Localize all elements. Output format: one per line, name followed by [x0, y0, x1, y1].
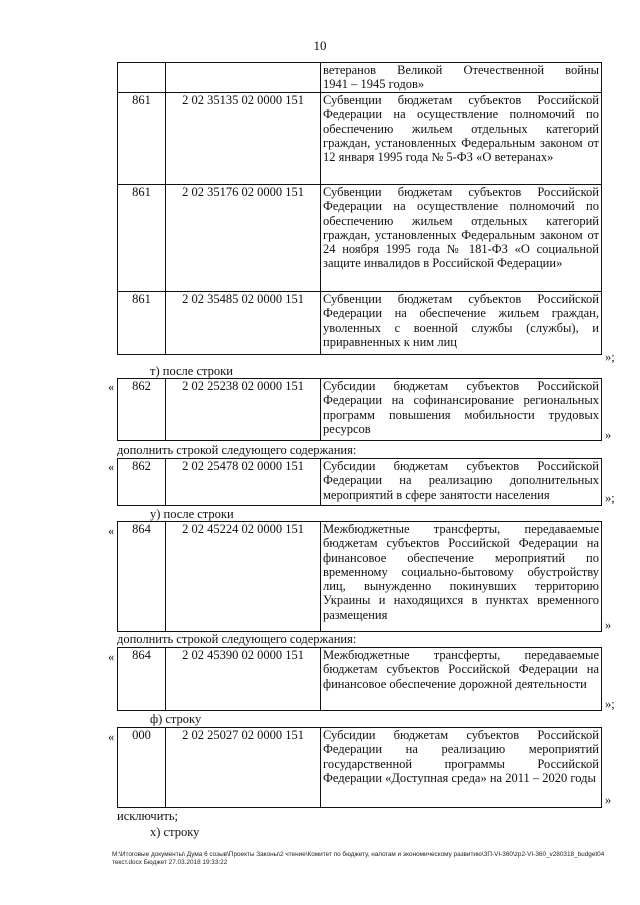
section-label-f: ф) строку	[150, 712, 202, 726]
closing-quote: »;	[605, 350, 615, 364]
admin-code: 000	[118, 728, 166, 808]
admin-code: 861	[118, 93, 166, 185]
revenue-description: Субвенции бюджетам субъектов Российской Федерации на осуществление полномочий по обеспечению жильем отдельных категорий граждан, установленных Федеральным законом от 24 ноября 1995 года № 181-ФЗ «О социальной защите инвалидов в Российской Федерации»	[321, 185, 602, 292]
kbk-code	[166, 63, 321, 93]
table-row	[118, 459, 602, 506]
revenue-description: Субсидии бюджетам субъектов Российской Федерации на софинансирование региональных программ повышения мобильности трудовых ресурсов	[321, 379, 602, 441]
budget-table-f	[117, 727, 602, 808]
kbk-code: 2 02 35135 02 0000 151	[166, 93, 321, 185]
page-number: 10	[313, 38, 327, 53]
revenue-description: Межбюджетные трансферты, передаваемые бюджетам субъектов Российской Федерации на финансовое обеспечение дорожной деятельности	[321, 648, 602, 711]
opening-quote: «	[108, 524, 115, 538]
kbk-code: 2 02 45224 02 0000 151	[166, 522, 321, 632]
table-row	[118, 728, 602, 808]
table-row	[118, 648, 602, 711]
revenue-description: Субсидии бюджетам субъектов Российской Федерации на реализацию мероприятий государственной программы Российской Федерации «Доступная среда» на 2011 – 2020 годы	[321, 728, 602, 808]
section-label-u: у) после строки	[150, 507, 234, 521]
opening-quote: «	[108, 460, 115, 474]
closing-quote: »;	[605, 491, 615, 505]
admin-code: 861	[118, 292, 166, 355]
opening-quote: «	[108, 380, 115, 394]
admin-code: 864	[118, 522, 166, 632]
table-row	[118, 292, 602, 355]
admin-code: 862	[118, 459, 166, 506]
section-label-t: т) после строки	[150, 364, 233, 378]
closing-quote: »;	[605, 697, 615, 711]
budget-table-u	[117, 521, 602, 632]
exclude-instruction: исключить;	[117, 809, 179, 823]
admin-code: 861	[118, 185, 166, 292]
revenue-description: Субвенции бюджетам субъектов Российской Федерации на осуществление полномочий по обеспечению жильем отдельных категорий граждан, установленных Федеральным законом от 12 января 1995 года № 5-ФЗ «О ветеранах»	[321, 93, 602, 185]
opening-quote: «	[108, 650, 115, 664]
kbk-code: 2 02 45390 02 0000 151	[166, 648, 321, 711]
opening-quote: «	[108, 730, 115, 744]
budget-table-continuation	[117, 62, 602, 355]
kbk-code: 2 02 25238 02 0000 151	[166, 379, 321, 441]
budget-table-add-2	[117, 647, 602, 711]
revenue-description: Субсидии бюджетам субъектов Российской Федерации на реализацию дополнительных мероприятий в сфере занятости населения	[321, 459, 602, 506]
kbk-code: 2 02 25478 02 0000 151	[166, 459, 321, 506]
table-row	[118, 379, 602, 441]
kbk-code: 2 02 35485 02 0000 151	[166, 292, 321, 355]
closing-quote: »	[605, 793, 612, 807]
section-label-kh: х) строку	[150, 825, 200, 839]
closing-quote: »	[605, 428, 612, 442]
budget-table-t	[117, 378, 602, 441]
admin-code	[118, 63, 166, 93]
table-row	[118, 522, 602, 632]
closing-quote: »	[605, 618, 612, 632]
table-row	[118, 63, 602, 93]
revenue-description: Субвенции бюджетам субъектов Российской Федерации на обеспечение жильем граждан, уволенных с военной службы (службы), и приравненных к ним лиц	[321, 292, 602, 355]
kbk-code: 2 02 25027 02 0000 151	[166, 728, 321, 808]
section-label-add: дополнить строкой следующего содержания:	[117, 632, 357, 646]
revenue-description: ветеранов Великой Отечественной войны 1941 – 1945 годов»	[321, 63, 602, 93]
admin-code: 862	[118, 379, 166, 441]
budget-table-add-1	[117, 458, 602, 506]
kbk-code: 2 02 35176 02 0000 151	[166, 185, 321, 292]
table-row	[118, 93, 602, 185]
revenue-description: Межбюджетные трансферты, передаваемые бюджетам субъектов Российской Федерации на финансовое обеспечение мероприятий по временному социально-бытовому обустройству лиц, вынужденно покинувших территорию Украины и находящихся в пунктах временного размещения	[321, 522, 602, 632]
file-path-footer: М:\Итоговые документы\ Дума 6 созыв\Проекты Законы\2 чтение\Комитет по бюджету, налогам и экономическому развитию\ЗП-VI-360\zp2-VI-360_v280318_budget04 текст.docx Бюджет 27.03.2018 19:33:22	[112, 851, 605, 866]
section-label-add: дополнить строкой следующего содержания:	[117, 443, 357, 457]
admin-code: 864	[118, 648, 166, 711]
table-row	[118, 185, 602, 292]
